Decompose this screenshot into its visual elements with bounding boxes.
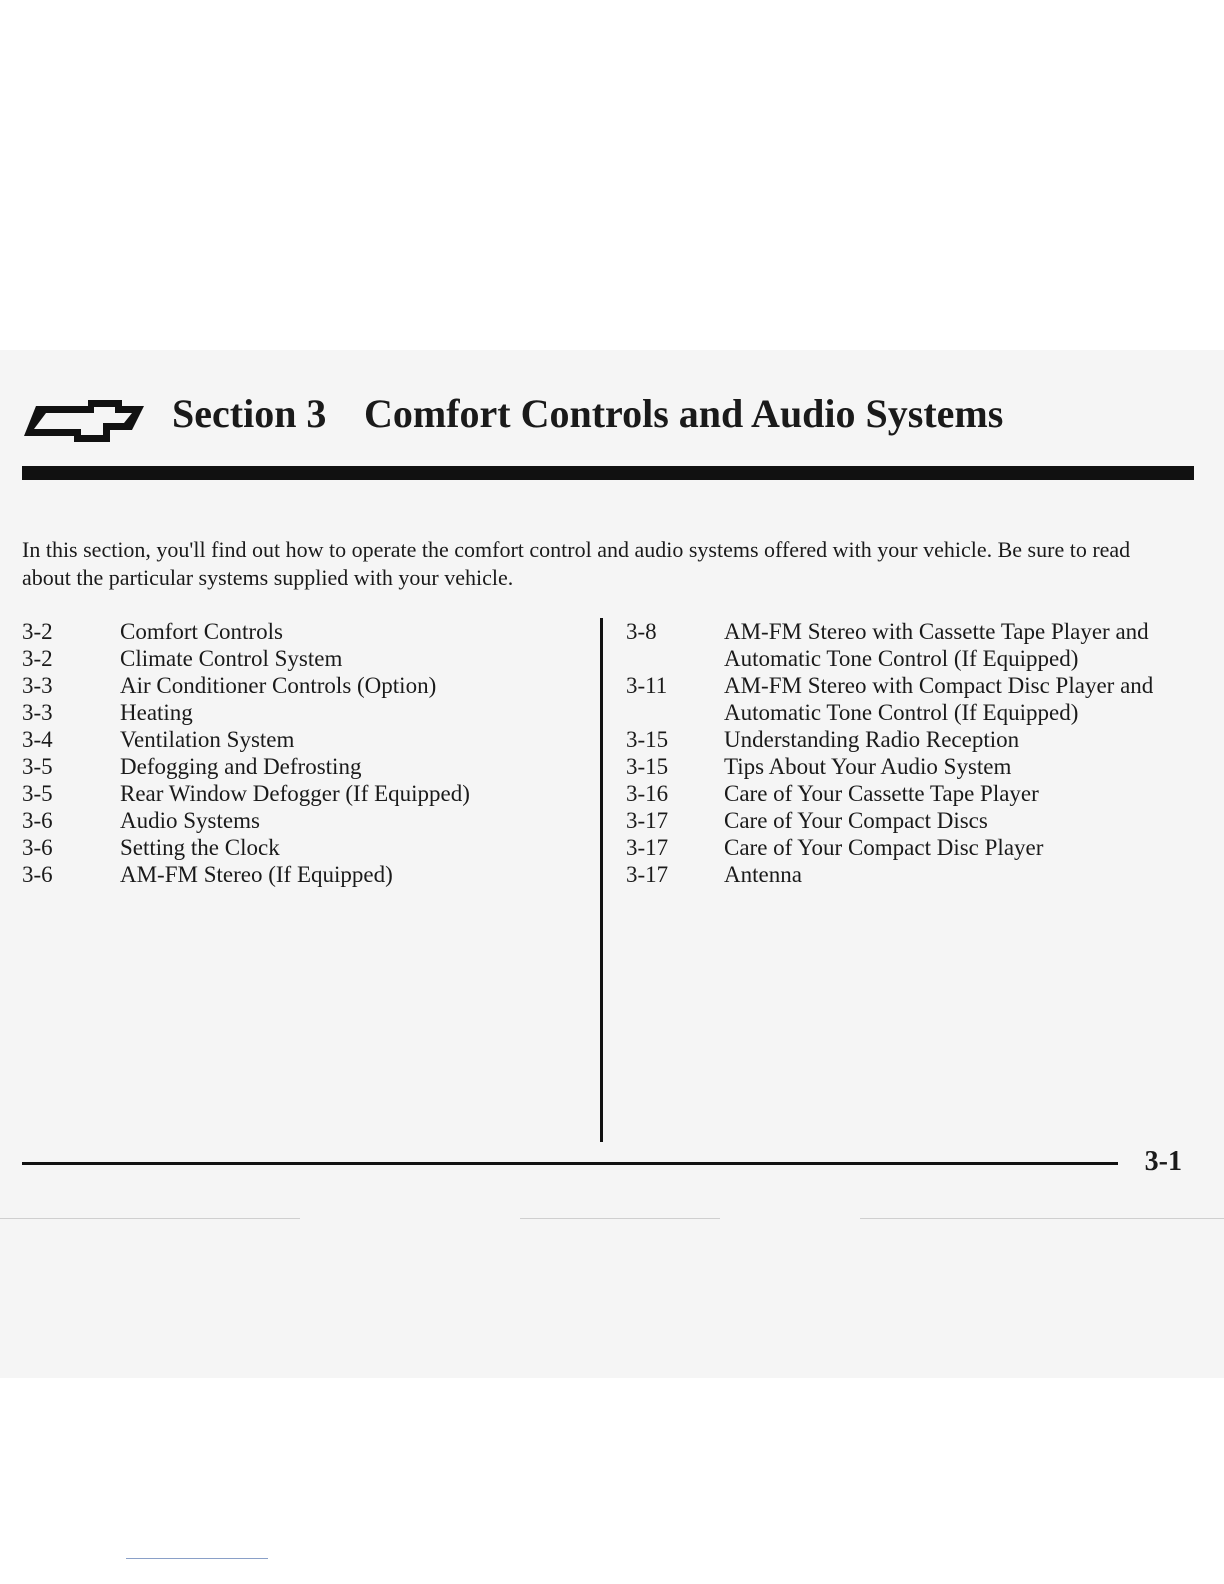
- toc-page: 3-6: [22, 808, 53, 833]
- toc-entry[interactable]: [22, 645, 592, 672]
- toc-title: Air Conditioner Controls (Option): [120, 673, 437, 698]
- toc-title: AM-FM Stereo (If Equipped): [120, 862, 393, 887]
- section-header: [24, 390, 1200, 460]
- toc-page: 3-4: [22, 727, 53, 752]
- toc-title: AM-FM Stereo with Compact Disc Player and: [724, 673, 1154, 698]
- toc-page: 3-17: [626, 862, 669, 887]
- toc-title-continuation: Automatic Tone Control (If Equipped): [724, 646, 1079, 671]
- toc-entry[interactable]: [626, 861, 1196, 888]
- toc-entry[interactable]: [626, 780, 1196, 807]
- toc-page: 3-17: [626, 808, 669, 833]
- toc-entry[interactable]: [22, 861, 592, 888]
- toc-title: Care of Your Cassette Tape Player: [724, 781, 1039, 806]
- toc-entry[interactable]: [22, 699, 592, 726]
- toc-title: Comfort Controls: [120, 619, 283, 644]
- toc-page: 3-15: [626, 727, 669, 752]
- scan-artifact-line: [0, 1218, 300, 1219]
- toc-left-column: [22, 618, 592, 888]
- toc-title: Care of Your Compact Discs: [724, 808, 988, 833]
- toc-entry[interactable]: [626, 618, 1196, 645]
- toc-title: AM-FM Stereo with Cassette Tape Player and: [724, 619, 1149, 644]
- toc-title: Understanding Radio Reception: [724, 727, 1020, 752]
- section-title: Comfort Controls and Audio Systems: [364, 391, 1004, 436]
- toc-entry[interactable]: [626, 807, 1196, 834]
- toc-entry[interactable]: [626, 726, 1196, 753]
- scan-artifact-line: [860, 1218, 1224, 1219]
- toc-page: 3-15: [626, 754, 669, 779]
- toc-page: 3-5: [22, 781, 53, 806]
- intro-paragraph: In this section, you'll find out how to operate the comfort control and audio systems offered with your vehicle. Be sure to read about the particular systems supplied with your vehicle.: [22, 537, 1131, 590]
- toc-title: Ventilation System: [120, 727, 295, 752]
- toc-title: Setting the Clock: [120, 835, 280, 860]
- toc-entry-continuation: [626, 645, 1196, 672]
- toc-title: Heating: [120, 700, 193, 725]
- toc-page: 3-6: [22, 862, 53, 887]
- toc-page: 3-3: [22, 700, 53, 725]
- chevrolet-bowtie-icon: [24, 400, 144, 442]
- page-number: 3-1: [1144, 1146, 1182, 1177]
- toc-entry-continuation: [626, 699, 1196, 726]
- toc-title: Tips About Your Audio System: [724, 754, 1012, 779]
- toc-entry[interactable]: [22, 726, 592, 753]
- toc-title: Climate Control System: [120, 646, 343, 671]
- toc-entry[interactable]: [22, 753, 592, 780]
- toc-page: 3-5: [22, 754, 53, 779]
- toc-right-column: [626, 618, 1196, 888]
- toc-entry[interactable]: [22, 834, 592, 861]
- bottom-mark-line: [126, 1558, 268, 1559]
- footer-rule: [22, 1162, 1118, 1165]
- toc-entry[interactable]: [22, 780, 592, 807]
- header-rule: [22, 466, 1194, 480]
- toc-title: Rear Window Defogger (If Equipped): [120, 781, 470, 806]
- toc-page: 3-17: [626, 835, 669, 860]
- toc-page: 3-11: [626, 673, 668, 698]
- toc-entry[interactable]: [626, 834, 1196, 861]
- toc-title: Audio Systems: [120, 808, 260, 833]
- toc-page: 3-2: [22, 619, 53, 644]
- toc-title: Care of Your Compact Disc Player: [724, 835, 1044, 860]
- toc-entry[interactable]: [626, 753, 1196, 780]
- column-divider: [600, 618, 603, 1142]
- section-label: Section 3: [172, 391, 327, 436]
- toc-entry[interactable]: [22, 618, 592, 645]
- toc-page: 3-8: [626, 619, 657, 644]
- toc-entry[interactable]: [626, 672, 1196, 699]
- toc-title: Antenna: [724, 862, 802, 887]
- toc-page: 3-2: [22, 646, 53, 671]
- toc-title: Defogging and Defrosting: [120, 754, 362, 779]
- toc-entry[interactable]: [22, 672, 592, 699]
- toc-title-continuation: Automatic Tone Control (If Equipped): [724, 700, 1079, 725]
- scan-artifact-line: [520, 1218, 720, 1219]
- toc-page: 3-6: [22, 835, 53, 860]
- toc-entry[interactable]: [22, 807, 592, 834]
- toc-page: 3-16: [626, 781, 669, 806]
- toc-page: 3-3: [22, 673, 53, 698]
